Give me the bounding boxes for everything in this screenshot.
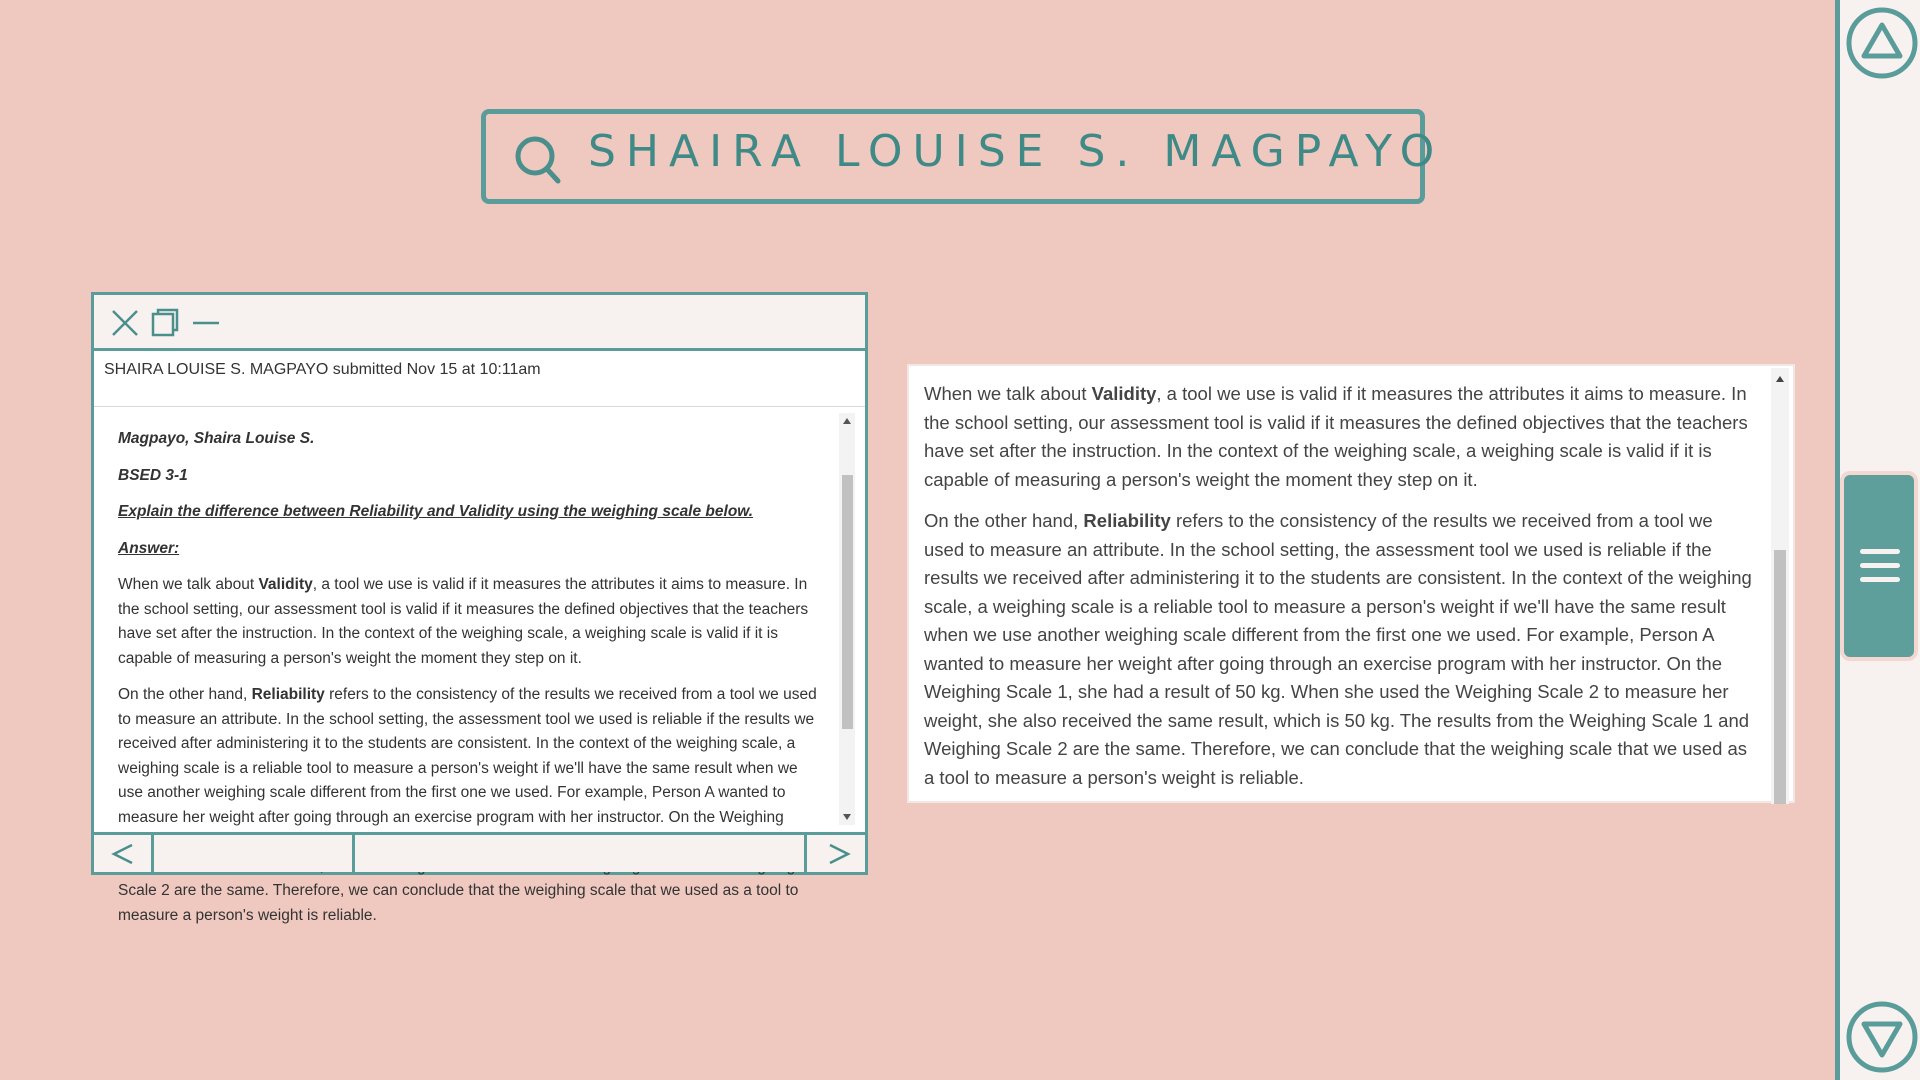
answer-label: Answer: <box>118 539 180 557</box>
scroll-down-arrow-icon[interactable] <box>843 814 851 820</box>
triangle-down-icon[interactable] <box>1845 1000 1919 1074</box>
search-icon <box>513 134 565 186</box>
window-footer <box>94 832 865 872</box>
panel-scroll-thumb[interactable] <box>1774 550 1786 804</box>
panel-validity-paragraph: When we talk about Validity, a tool we use is valid if it measures the attributes it aims to measure. In the school setting, our assessment tool is valid if it measures the defined objectives that the teachers have set after the instruction. In the context of the weighing scale, a weighing scale is valid if it is capable of measuring a person's weight the moment they step on it. <box>924 383 1748 490</box>
menu-lines-icon <box>1860 549 1900 554</box>
maximize-icon[interactable] <box>150 308 180 338</box>
panel-scrollbar[interactable] <box>1771 368 1789 804</box>
window-titlebar <box>94 295 865 351</box>
minimize-icon[interactable] <box>191 308 221 338</box>
submission-window <box>91 292 868 924</box>
search-bar[interactable] <box>481 109 1445 204</box>
prev-button[interactable] <box>94 835 151 872</box>
content-scrollbar[interactable] <box>839 413 855 825</box>
student-name: Magpayo, Shaira Louise S. <box>118 430 315 447</box>
answer-panel[interactable] <box>907 364 1795 803</box>
scroll-thumb[interactable] <box>842 475 853 729</box>
question-text: Explain the difference between Reliability and Validity using the weighing scale below. <box>118 503 754 520</box>
student-section: BSED 3-1 <box>118 466 188 484</box>
chevron-right-icon <box>826 841 852 867</box>
submission-content[interactable] <box>104 413 855 924</box>
panel-reliability-paragraph: On the other hand, Reliability refers to the consistency of the results we received from a tool we used to measure an attribute. In the school setting, the assessment tool we used is reliable if the results we received after administering it to the students are consistent. In the context of the weighing scale, a weighing scale is a reliable tool to measure a person's weight if we'll have the same result when we use another weighing scale different from the first one we used. For example, Person A wanted to measure her weight after going through an exercise program with her instructor. On the Weighing Scale 1, she had a result of 50 kg. When she used the Weighing Scale 2 to measure her weight, she also received the same result, which is 50 kg. The results from the Weighing Scale 1 and Weighing Scale 2 are the same. Therefore, we can conclude that the weighing scale that we used as a tool to measure a person's weight is reliable. <box>924 510 1752 788</box>
triangle-up-icon[interactable] <box>1845 6 1919 80</box>
scroll-up-arrow-icon[interactable] <box>843 418 851 424</box>
chevron-left-icon <box>110 841 136 867</box>
side-scroll-thumb[interactable] <box>1840 471 1918 661</box>
reliability-paragraph: On the other hand, Reliability refers to the consistency of the results we received from a tool we used to measure an attribute. In the school setting, the assessment tool we used is reliable if the results we received after administering it to the students are consistent. In the context of the weighing scale, a weighing scale is a reliable tool to measure a person's weight if we'll have the same result when we use another weighing scale different from the first one we used. For example, Person A wanted to measure her weight after going through an exercise program with her instructor. On the Weighing Scale 2 are the same. Therefore, we can conclude that the weighing scale that we used as a tool to measure a person's weight is reliable. <box>118 686 817 924</box>
submission-header: SHAIRA LOUISE S. MAGPAYO submitted Nov 15 at 10:11am <box>94 351 865 407</box>
search-query[interactable]: SHAIRA LOUISE S. MAGPAYO <box>588 126 1445 177</box>
validity-paragraph: When we talk about Validity, a tool we use is valid if it measures the attributes it aims to measure. In the school setting, our assessment tool is valid if it measures the defined objectives that the teachers have set after the instruction. In the context of the weighing scale, a weighing scale is valid if it is capable of measuring a person's weight the moment they step on it. <box>118 576 809 667</box>
close-icon[interactable] <box>110 308 140 338</box>
next-button[interactable] <box>810 835 868 872</box>
panel-scroll-up-arrow-icon[interactable] <box>1776 376 1784 382</box>
